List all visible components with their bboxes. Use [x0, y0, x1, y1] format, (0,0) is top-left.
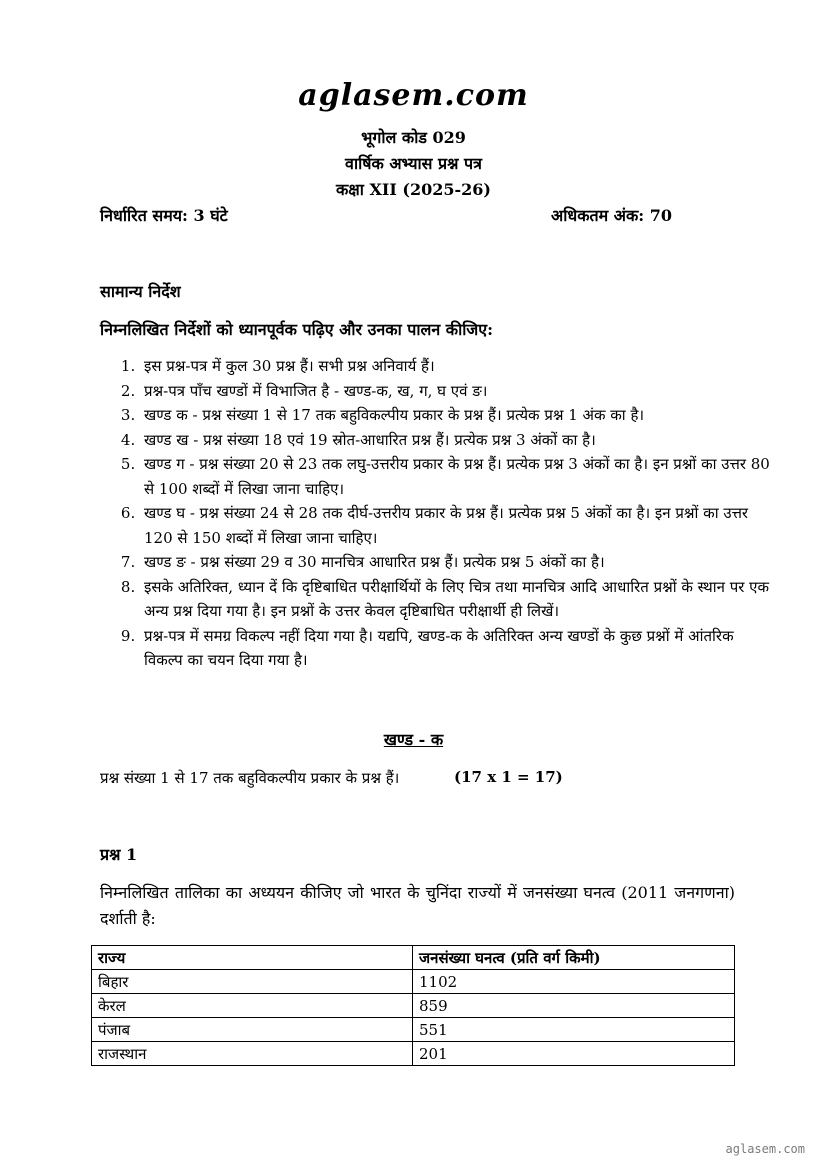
table-header-row: [92, 946, 735, 970]
table-cell-state: पंजाब: [92, 1018, 413, 1042]
table-cell-density: 551: [413, 1018, 735, 1042]
time-allowed: निर्धारित समय: 3 घंटे: [100, 206, 228, 225]
table-cell-state: बिहार: [92, 970, 413, 994]
question-1-text: निम्नलिखित तालिका का अध्ययन कीजिए जो भारत के चुनिंदा राज्यों में जनसंख्या घनत्व (2011 जनगणना) दर्शाती है:: [100, 883, 735, 928]
table-cell-state: राजस्थान: [92, 1042, 413, 1066]
table-row: [92, 1018, 735, 1042]
table-row: [92, 1042, 735, 1066]
instruction-item: 9. प्रश्न-पत्र में समग्र विकल्प नहीं दिया गया है। यद्यपि, खण्ड-क के अतिरिक्त अन्य खण्डों के कुछ प्रश्नों में आंतरिक विकल्प का चयन दिया गया है।: [140, 624, 775, 673]
instructions-list: [100, 354, 775, 673]
class-line: कक्षा XII (2025-26): [335, 180, 491, 199]
question-1-label: प्रश्न 1: [100, 845, 138, 864]
table-row: [92, 970, 735, 994]
instruction-item: 1. इस प्रश्न-पत्र में कुल 30 प्रश्न हैं। सभी प्रश्न अनिवार्य हैं।: [140, 354, 775, 379]
table-cell-density: 201: [413, 1042, 735, 1066]
instruction-item: 8. इसके अतिरिक्त, ध्यान दें कि दृष्टिबाधित परीक्षार्थियों के लिए चित्र तथा मानचित्र आदि आधारित प्रश्नों के स्थान पर एक अन्य प्रश्न दिया गया है। इन प्रश्नों के उत्तर केवल दृष्टिबाधित परीक्षार्थी ही लिखें।: [140, 575, 775, 624]
section-a-note: प्रश्न संख्या 1 से 17 तक बहुविकल्पीय प्रकार के प्रश्न हैं।: [100, 769, 400, 787]
population-density-table: [91, 945, 735, 1066]
instruction-item: 5. खण्ड ग - प्रश्न संख्या 20 से 23 तक लघु-उत्तरीय प्रकार के प्रश्न हैं। प्रत्येक प्रश्न 3 अंकों का है। इन प्रश्नों का उत्तर 80 से 100 शब्दों में लिखा जाना चाहिए।: [140, 452, 775, 501]
max-marks: अधिकतम अंक: 70: [551, 206, 673, 225]
instruction-item: 4. खण्ड ख - प्रश्न संख्या 18 एवं 19 स्रोत-आधारित प्रश्न हैं। प्रत्येक प्रश्न 3 अंकों का है।: [140, 428, 775, 453]
column-header-state: राज्य: [92, 946, 413, 970]
paper-type: वार्षिक अभ्यास प्रश्न पत्र: [345, 154, 482, 173]
table-row: [92, 994, 735, 1018]
section-a-marks: (17 x 1 = 17): [454, 768, 563, 786]
general-instructions-subheading: निम्नलिखित निर्देशों को ध्यानपूर्वक पढ़िए और उनका पालन कीजिए:: [100, 320, 494, 339]
table-cell-state: केरल: [92, 994, 413, 1018]
general-instructions-heading: सामान्य निर्देश: [100, 282, 181, 301]
section-a-title: खण्ड - क: [383, 730, 444, 749]
table-cell-density: 859: [413, 994, 735, 1018]
instruction-item: 6. खण्ड घ - प्रश्न संख्या 24 से 28 तक दीर्घ-उत्तरीय प्रकार के प्रश्न हैं। प्रत्येक प्रश्न 5 अंकों का है। इन प्रश्नों का उत्तर 120 से 150 शब्दों में लिखा जाना चाहिए।: [140, 501, 775, 550]
instruction-item: 7. खण्ड ङ - प्रश्न संख्या 29 व 30 मानचित्र आधारित प्रश्न हैं। प्रत्येक प्रश्न 5 अंकों का है।: [140, 550, 775, 575]
instruction-item: 2. प्रश्न-पत्र पाँच खण्डों में विभाजित है - खण्ड-क, ख, ग, घ एवं ङ।: [140, 379, 775, 404]
brand-logo-text: aglasem.com: [298, 78, 529, 113]
subject-code: भूगोल कोड 029: [361, 128, 466, 147]
table-cell-density: 1102: [413, 970, 735, 994]
instruction-item: 3. खण्ड क - प्रश्न संख्या 1 से 17 तक बहुविकल्पीय प्रकार के प्रश्न हैं। प्रत्येक प्रश्न 1 अंक का है।: [140, 403, 775, 428]
column-header-density: जनसंख्या घनत्व (प्रति वर्ग किमी): [413, 946, 735, 970]
footer-url-link[interactable]: aglasem.com: [725, 1142, 805, 1156]
